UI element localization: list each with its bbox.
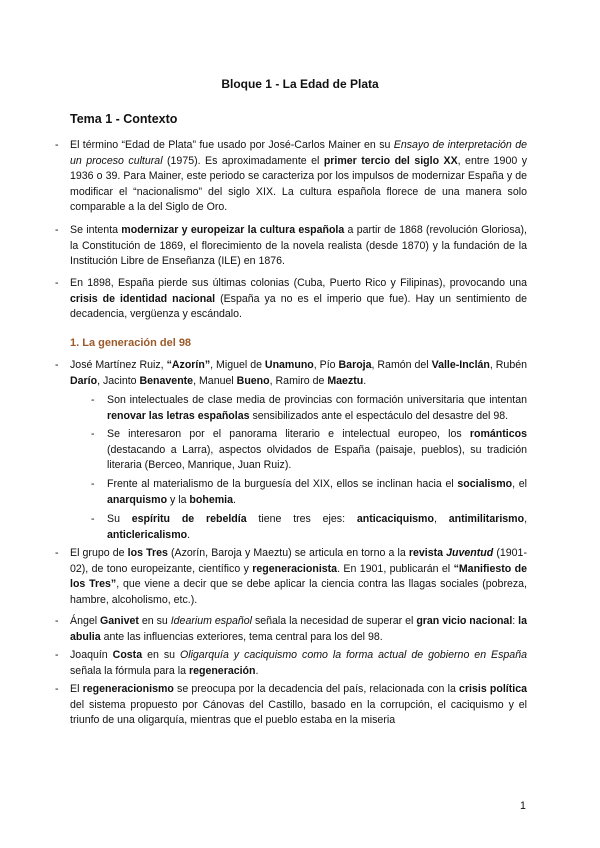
text-run: y la (167, 493, 190, 506)
text-run: Son intelectuales de clase media de provincias con formación universitaria que intentan (107, 394, 527, 406)
sub-bullet-dash: - (91, 513, 95, 525)
text-run: Valle-Inclán (431, 359, 490, 371)
text-run: , Jacinto (97, 374, 140, 387)
text-run: “Azorín” (166, 359, 211, 371)
page-number: 1 (520, 800, 526, 812)
text-run: señala la fórmula para la (70, 664, 189, 677)
bullet-dash: - (55, 649, 59, 661)
text-run: , Manuel (193, 374, 237, 387)
text-run: . (363, 374, 367, 387)
sub-paragraph-intelectuales (107, 393, 527, 424)
sub-bullet-dash: - (91, 478, 95, 490)
sub-bullet-dash: - (91, 394, 95, 406)
text-run: los Tres (127, 547, 168, 559)
section-heading-tema-1: Tema 1 - Contexto (70, 112, 178, 126)
bullet-dash: - (55, 359, 59, 371)
text-run: (1975). Es aproximadamente el (162, 154, 324, 167)
text-run: . (232, 493, 236, 506)
text-run: Joaquín (70, 649, 113, 661)
paragraph-edad-de-plata (70, 138, 527, 216)
bullet-dash: - (55, 139, 59, 151)
subsection-heading-generacion-98: 1. La generación del 98 (70, 337, 192, 349)
text-run: se preocupa por la decadencia del país, relacionada con la (173, 683, 460, 695)
text-run: , Ramiro de (269, 374, 328, 387)
bullet-dash: - (55, 224, 59, 236)
text-run: El término “Edad de Plata” fue usado por José-Carlos Mainer en su (70, 139, 394, 151)
text-run: Se interesaron por el panorama literario e intelectual europeo, los (107, 428, 470, 440)
paragraph-1898 (70, 276, 527, 323)
bullet-dash: - (55, 683, 59, 695)
text-run: El (70, 683, 83, 695)
text-run: (Azorín, Baroja y Maeztu) se articula en torno a la (167, 547, 409, 559)
text-run: Frente al materialismo de la burguesía del XIX, ellos se inclinan hacia el (107, 478, 458, 490)
paragraph-modernizar (70, 223, 527, 270)
text-run: crisis política (459, 683, 527, 695)
text-run: en su (138, 615, 171, 627)
text-run: la abulia (70, 615, 528, 643)
text-run: Juventud (446, 547, 494, 559)
text-run: Su (107, 513, 132, 525)
text-run: regeneracionista (252, 562, 338, 575)
text-run: Ganivet (100, 615, 139, 627)
text-run: . En 1901, publicarán el (337, 562, 454, 575)
paragraph-ganivet (70, 614, 527, 645)
paragraph-regeneracionismo (70, 682, 527, 729)
text-run: tiene tres ejes: (246, 513, 357, 525)
text-run: Darío (70, 374, 98, 387)
text-run: del sistema propuesto por Cánovas del Castillo, basado en la corrupción, el caciquismo y el triunfo de una oligarquía, mientras que el pueblo estaba en la miseria (70, 698, 527, 727)
text-run: sensibilizados ante el espectáculo del desastre del 98. (249, 409, 509, 422)
text-run: Oligarquía y caciquismo como la forma actual de gobierno en España (179, 649, 527, 661)
text-run: románticos (469, 428, 527, 440)
text-run: modernizar y europeizar la cultura española (121, 224, 345, 236)
text-run: El grupo de (70, 547, 128, 559)
sub-paragraph-rebeldia (107, 512, 527, 543)
text-run: primer tercio del siglo XX (323, 154, 458, 167)
text-run: , Miguel de (210, 359, 265, 371)
text-run: Unamuno (264, 359, 314, 371)
text-run: espíritu de rebeldía (131, 513, 247, 525)
text-run: ante las influencias exteriores, tema central para los del 98. (100, 630, 383, 643)
paragraph-costa (70, 648, 527, 679)
text-run: , Pío (313, 359, 339, 371)
text-run: , entre 1900 y 1936 o 39. Para Mainer, este periodo se caracteriza por los impulsos de modernizar España y de modificar el “nacionalismo” del siglo XIX. La cultura española florece de una manera solo comparable a la del Siglo de Oro. (70, 154, 527, 214)
sub-bullet-dash: - (91, 428, 95, 440)
text-run: Maeztu (327, 374, 364, 387)
text-run: Benavente (139, 374, 194, 387)
text-run: Baroja (338, 359, 372, 371)
text-run: Ensayo de interpretación de un proceso cultural (70, 139, 527, 167)
text-run: regeneracionismo (82, 683, 174, 695)
text-run: anticaciquismo (356, 513, 434, 525)
text-run: renovar las letras españolas (107, 409, 250, 422)
text-run: anticlericalismo (107, 528, 188, 541)
text-run: en su (142, 649, 180, 661)
text-run: José Martínez Ruiz, (70, 359, 167, 371)
text-run: (destacando a Larra), aspectos olvidados de España (paisaje, pueblos), su tradición literaria (Berceo, Manrique, Juan Ruiz). (107, 443, 527, 472)
text-run: En 1898, España pierde sus últimas colonias (Cuba, Puerto Rico y Filipinas), provocando una (70, 277, 527, 289)
text-run: a partir de 1868 (revolución Gloriosa), la Constitución de 1869, el florecimiento de la novela realista (desde 1870) y la fundación de la Institución Libre de Enseñanza (ILE) en 1876. (70, 224, 527, 268)
text-run: anarquismo (107, 493, 168, 506)
text-run: bohemia (189, 493, 233, 506)
sub-paragraph-materialismo (107, 477, 527, 508)
text-run: socialismo (457, 478, 513, 490)
text-run: Se intenta (70, 224, 122, 236)
text-run: crisis de identidad nacional (70, 292, 216, 305)
text-run: , (524, 513, 528, 525)
text-run: , el (512, 478, 527, 490)
sub-paragraph-panorama (107, 427, 527, 474)
text-run: (1901-02), de tono europeizante, científico y (70, 547, 527, 575)
bullet-dash: - (55, 277, 59, 289)
text-run: regeneración (188, 664, 256, 677)
text-run: señala la necesidad de superar el (252, 615, 417, 627)
text-run: , (433, 513, 449, 525)
text-run: Bueno (236, 374, 270, 387)
text-run: . (255, 664, 259, 677)
text-run: Idearium español (170, 615, 252, 627)
bullet-dash: - (55, 547, 59, 559)
text-run: “Manifiesto de los Tres” (70, 562, 527, 591)
document-title: Bloque 1 - La Edad de Plata (221, 77, 379, 91)
paragraph-los-tres (70, 546, 527, 608)
text-run: . (187, 528, 191, 541)
text-run: : (512, 615, 519, 627)
text-run: , Ramón del (371, 359, 432, 371)
text-run: (España ya no es el imperio que fue). Hay un sentimiento de decadencia, vergüenza y escándalo. (70, 292, 527, 321)
paragraph-autores (70, 358, 527, 389)
text-run: revista (408, 547, 447, 559)
text-run: Ángel (70, 615, 101, 627)
text-run: Costa (112, 649, 143, 661)
text-run: antimilitarismo (448, 513, 525, 525)
text-run: , que viene a decir que se debe aplicar la ciencia contra las llagas sociales (pobreza, hambre, alcoholismo, etc.). (70, 578, 528, 606)
text-run: , Rubén (489, 359, 527, 371)
text-run: gran vicio nacional (416, 615, 513, 627)
bullet-dash: - (55, 615, 59, 627)
